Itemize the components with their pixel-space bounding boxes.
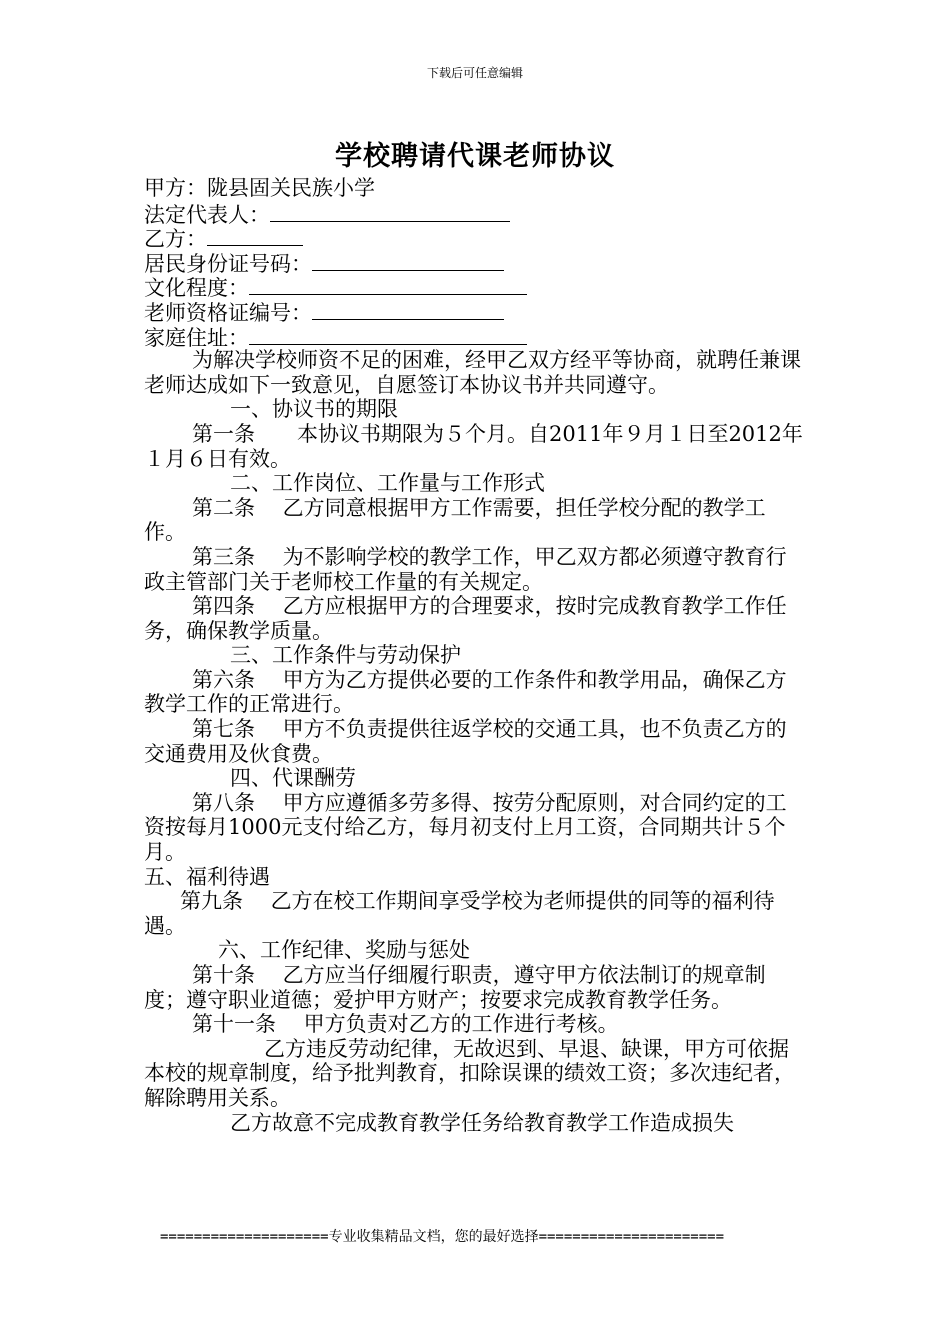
legal-rep-label: 法定代表人：: [144, 202, 270, 227]
section-heading-6: 六、工作纪律、奖励与惩处: [218, 938, 470, 963]
section-heading-4: 四、代课酬劳: [230, 766, 356, 791]
party-b-line: [144, 225, 806, 250]
id-number-blank: [312, 250, 504, 271]
document-body: [144, 176, 806, 1135]
section-heading-1: 一、协议书的期限: [230, 397, 398, 422]
party-b-label: 乙方：: [144, 227, 207, 252]
article-1: 第一条 本协议书期限为５个月。自2011年９月１日至2012年１月６日有效。: [144, 421, 803, 471]
id-number-line: [144, 250, 806, 275]
section-heading-2: 二、工作岗位、工作量与工作形式: [230, 471, 545, 496]
article-11-clause-b: 乙方违反劳动纪律，无故迟到、早退、缺课，甲方可依据本校的规章制度，给予批判教育，扣除误课的绩效工资；多次违纪者，解除聘用关系。: [144, 1036, 795, 1110]
article-7: 第七条 甲方不负责提供往返学校的交通工具，也不负责乙方的交通费用及伙食费。: [144, 717, 787, 766]
article-8: 第八条 甲方应遵循多劳多得、按劳分配原则，对合同约定的工资按每月1000元支付给乙方，每月初支付上月工资，合同期共计５个月。: [144, 790, 787, 865]
education-label: 文化程度：: [144, 276, 249, 301]
article-11: 第十一条 甲方负责对乙方的工作进行考核。: [192, 1012, 619, 1037]
party-b-blank: [207, 225, 303, 246]
article-3: 第三条 为不影响学校的教学工作，甲乙双方都必须遵守教育行政主管部门关于老师校工作量的有关规定。: [144, 544, 787, 594]
document-title: 学校聘请代课老师协议: [335, 141, 615, 172]
address-line: [144, 324, 806, 349]
legal-rep-blank: [270, 201, 510, 222]
article-2: 第二条 乙方同意根据甲方工作需要，担任学校分配的教学工作。: [144, 495, 766, 545]
cert-number-blank: [312, 299, 504, 320]
article-9: 第九条 乙方在校工作期间享受学校为老师提供的同等的福利待遇。: [144, 889, 775, 938]
intro-paragraph: 为解决学校师资不足的困难，经甲乙双方经平等协商，就聘任兼课老师达成如下一致意见，自愿签订本协议书并共同遵守。: [144, 348, 801, 397]
section-heading-5: 五、福利待遇: [144, 864, 270, 889]
article-6: 第六条 甲方为乙方提供必要的工作条件和教学用品，确保乙方教学工作的正常进行。: [144, 667, 787, 717]
page-header: 下载后可任意编辑: [426, 66, 523, 80]
education-line: [144, 274, 806, 299]
party-a-line: 甲方：陇县固关民族小学: [144, 176, 375, 200]
address-label: 家庭住址：: [144, 325, 249, 350]
article-10: 第十条 乙方应当仔细履行职责，遵守甲方依法制订的规章制度；遵守职业道德；爱护甲方财产；按要求完成教育教学任务。: [144, 963, 766, 1012]
article-4: 第四条 乙方应根据甲方的合理要求，按时完成教育教学工作任务，确保教学质量。: [144, 594, 787, 643]
section-heading-3: 三、工作条件与劳动保护: [230, 643, 461, 668]
legal-rep-line: [144, 201, 806, 226]
id-number-label: 居民身份证号码：: [144, 251, 312, 276]
education-blank: [249, 274, 527, 295]
cert-number-label: 老师资格证编号：: [144, 300, 312, 325]
page-footer: ====================专业收集精品文档，您的最好选择======================: [160, 1229, 725, 1245]
cert-number-line: [144, 299, 806, 324]
article-11-clause-c: 乙方故意不完成教育教学任务给教育教学工作造成损失: [230, 1110, 734, 1135]
address-blank: [249, 324, 527, 345]
